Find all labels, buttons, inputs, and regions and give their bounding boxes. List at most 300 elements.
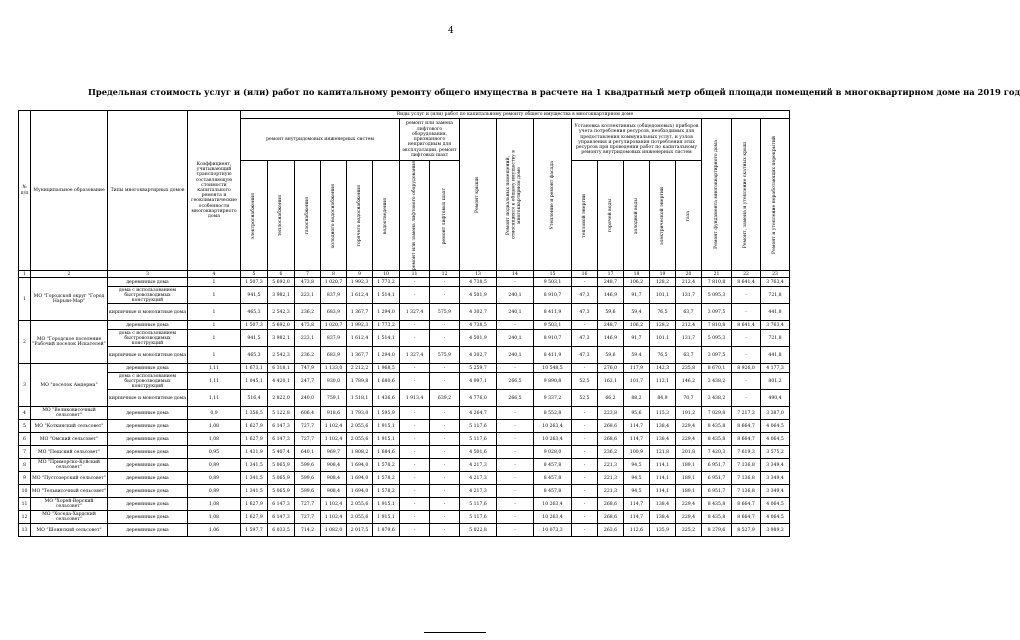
column-number: 13 bbox=[460, 271, 497, 278]
price-cell: - bbox=[400, 459, 430, 472]
price-cell: 189,1 bbox=[676, 459, 702, 472]
house-type: дома с использованием быстровозводимых конструкций bbox=[108, 330, 188, 347]
price-cell: - bbox=[430, 511, 460, 524]
price-cell: 1 612,4 bbox=[347, 330, 373, 347]
price-cell: - bbox=[400, 472, 430, 485]
price-cell: 1 356,5 bbox=[241, 407, 268, 420]
price-cell: 131,7 bbox=[676, 287, 702, 304]
price-cell: 4 217,3 bbox=[460, 459, 497, 472]
price-cell: 117,9 bbox=[624, 364, 650, 373]
price-cell: 4 997,1 bbox=[460, 373, 497, 390]
price-cell: 9 503,1 bbox=[534, 321, 572, 330]
column-number: 10 bbox=[373, 271, 400, 278]
price-cell: 0,89 bbox=[188, 459, 241, 472]
price-cell: - bbox=[400, 420, 430, 433]
price-cell: - bbox=[430, 485, 460, 498]
column-number: 23 bbox=[761, 271, 790, 278]
price-cell: 837,9 bbox=[321, 287, 347, 304]
price-cell: 908,4 bbox=[321, 459, 347, 472]
price-cell: - bbox=[572, 278, 598, 287]
price-cell: 5 117,6 bbox=[460, 433, 497, 446]
price-cell: 52,5 bbox=[572, 390, 598, 407]
municipality-name: МО "Тельвисочный сельсовет" bbox=[31, 485, 108, 498]
price-cell: - bbox=[572, 524, 598, 537]
column-number: 3 bbox=[108, 271, 188, 278]
price-cell: 747,9 bbox=[295, 364, 321, 373]
house-type: кирпичные и монолитные дома bbox=[108, 390, 188, 407]
price-cell: - bbox=[430, 433, 460, 446]
price-cell: 6 951,7 bbox=[702, 459, 732, 472]
price-cell: 473,8 bbox=[295, 321, 321, 330]
price-cell: 727,7 bbox=[295, 433, 321, 446]
header-house-types: Типы многоквартирных домов bbox=[108, 111, 188, 271]
price-cell: 3 763,4 bbox=[761, 278, 790, 287]
price-cell: 8 411,9 bbox=[534, 347, 572, 364]
price-cell: 1 578,2 bbox=[373, 485, 400, 498]
house-type: кирпичные и монолитные дома bbox=[108, 347, 188, 364]
house-type: деревянные дома bbox=[108, 420, 188, 433]
price-cell: - bbox=[497, 407, 534, 420]
price-cell: 7 217,3 bbox=[732, 407, 761, 420]
house-type: деревянные дома bbox=[108, 321, 188, 330]
price-cell: 114,1 bbox=[650, 459, 676, 472]
price-cell: 1 367,7 bbox=[347, 304, 373, 321]
price-cell: 575,9 bbox=[430, 347, 460, 364]
price-cell: 1,11 bbox=[188, 364, 241, 373]
municipality-name: МО "Шоинский сельсовет" bbox=[31, 524, 108, 537]
table-header bbox=[19, 111, 790, 278]
price-cell: 8 435,8 bbox=[702, 433, 732, 446]
price-cell: 1 578,2 bbox=[373, 459, 400, 472]
price-cell: 2 055,6 bbox=[347, 433, 373, 446]
row-number: 4 bbox=[19, 407, 31, 420]
price-cell: 138,4 bbox=[650, 498, 676, 511]
price-cell: 229,4 bbox=[676, 498, 702, 511]
price-cell: 5 692,0 bbox=[268, 321, 295, 330]
municipality-name: МО "Хорей-Верский сельсовет" bbox=[31, 498, 108, 511]
price-cell: - bbox=[572, 321, 598, 330]
price-cell: 114,7 bbox=[624, 498, 650, 511]
price-cell: 268,6 bbox=[598, 498, 624, 511]
house-type: деревянные дома bbox=[108, 364, 188, 373]
price-cell: 1 327,4 bbox=[400, 347, 430, 364]
table-row bbox=[19, 472, 790, 485]
price-cell: - bbox=[497, 524, 534, 537]
price-cell: 3 387,0 bbox=[761, 407, 790, 420]
price-cell: - bbox=[430, 524, 460, 537]
price-cell: 1,11 bbox=[188, 373, 241, 390]
price-cell: 47,3 bbox=[572, 330, 598, 347]
price-cell: 189,1 bbox=[676, 485, 702, 498]
house-type: деревянные дома bbox=[108, 407, 188, 420]
house-type: деревянные дома bbox=[108, 433, 188, 446]
price-cell: 240,0 bbox=[295, 390, 321, 407]
municipality-name: МО "Омский сельсовет" bbox=[31, 433, 108, 446]
house-type: деревянные дома bbox=[108, 485, 188, 498]
header-engineering-col: газоснабжения bbox=[295, 161, 321, 271]
header-lifts-col: ремонт или замена лифтового оборудования bbox=[400, 161, 430, 271]
price-cell: 1,08 bbox=[188, 420, 241, 433]
price-cell: 7 810,8 bbox=[702, 321, 732, 330]
price-cell: - bbox=[497, 433, 534, 446]
column-number: 22 bbox=[732, 271, 761, 278]
price-cell: 1 bbox=[188, 278, 241, 287]
price-cell: 7 420,3 bbox=[702, 446, 732, 459]
price-cell: 1 612,4 bbox=[347, 287, 373, 304]
price-cell: 1 102,4 bbox=[321, 433, 347, 446]
price-cell: 5 065,9 bbox=[268, 459, 295, 472]
price-cell: 47,3 bbox=[572, 347, 598, 364]
price-cell: 0,89 bbox=[188, 485, 241, 498]
price-cell: 918,6 bbox=[321, 407, 347, 420]
price-cell: - bbox=[400, 287, 430, 304]
price-cell: 575,9 bbox=[430, 304, 460, 321]
price-cell: 1,08 bbox=[188, 433, 241, 446]
price-cell: 1 102,4 bbox=[321, 498, 347, 511]
price-cell: 8 910,7 bbox=[534, 287, 572, 304]
price-cell: 0,95 bbox=[188, 446, 241, 459]
table-row bbox=[19, 364, 790, 373]
price-cell: 221,3 bbox=[598, 472, 624, 485]
price-cell: 4 177,3 bbox=[761, 364, 790, 373]
price-cell: 6 951,7 bbox=[702, 485, 732, 498]
price-cell: 4 776,0 bbox=[460, 390, 497, 407]
header-lifts-col: ремонт лифтовых шахт bbox=[430, 161, 460, 271]
price-cell: 223,1 bbox=[295, 287, 321, 304]
price-cell: 4 264,7 bbox=[460, 407, 497, 420]
header-group-meters: Установка коллективных (общедомовых) приборов учета потребления ресурсов, необходимых для предоставления коммунальных услуг, и узлов управления и регулирования потребления этих ресурсов при проведении работ по капитальному ремонту внутридомовых инженерных систем bbox=[572, 119, 702, 161]
price-cell: 4 064,5 bbox=[761, 433, 790, 446]
price-cell: 59,4 bbox=[624, 304, 650, 321]
price-cell: - bbox=[400, 364, 430, 373]
price-cell: - bbox=[430, 278, 460, 287]
price-table bbox=[18, 110, 790, 537]
footer-divider bbox=[424, 632, 486, 633]
price-cell: - bbox=[400, 524, 430, 537]
price-cell: 236,2 bbox=[295, 347, 321, 364]
price-table-wrapper bbox=[18, 110, 790, 537]
price-cell: 135,9 bbox=[650, 524, 676, 537]
price-cell: 1 045,1 bbox=[241, 373, 268, 390]
house-type: деревянные дома bbox=[108, 524, 188, 537]
price-cell: 1 578,2 bbox=[373, 472, 400, 485]
price-cell: 101,1 bbox=[650, 330, 676, 347]
column-number: 2 bbox=[31, 271, 108, 278]
price-cell: 112,6 bbox=[624, 524, 650, 537]
price-cell: 441,8 bbox=[761, 347, 790, 364]
price-cell: 599,6 bbox=[295, 472, 321, 485]
price-cell: 247,7 bbox=[295, 373, 321, 390]
price-cell: 1 694,0 bbox=[347, 485, 373, 498]
price-cell: 268,6 bbox=[598, 433, 624, 446]
header-meters-col: тепловой энергии bbox=[572, 161, 598, 271]
price-cell: - bbox=[430, 321, 460, 330]
price-cell: 248,7 bbox=[598, 321, 624, 330]
municipality-name: МО "Городское поселение "Рабочий поселок Искателей" bbox=[31, 321, 108, 364]
price-cell: 47,3 bbox=[572, 287, 598, 304]
price-cell: 640,1 bbox=[295, 446, 321, 459]
price-cell: 266,5 bbox=[497, 390, 534, 407]
price-cell: 8 552,8 bbox=[534, 407, 572, 420]
price-cell: 59,6 bbox=[598, 304, 624, 321]
header-meters-col: электрической энергии bbox=[650, 161, 676, 271]
price-cell: 138,4 bbox=[650, 420, 676, 433]
table-row bbox=[19, 278, 790, 287]
price-cell: 4 738,5 bbox=[460, 278, 497, 287]
price-cell: 10 263,4 bbox=[534, 511, 572, 524]
price-cell: 2 542,3 bbox=[268, 347, 295, 364]
price-cell: - bbox=[497, 472, 534, 485]
table-row bbox=[19, 347, 790, 364]
price-cell: - bbox=[732, 373, 761, 390]
price-cell: 240,1 bbox=[497, 287, 534, 304]
row-number: 12 bbox=[19, 511, 31, 524]
price-cell: 1,08 bbox=[188, 498, 241, 511]
header-municipality: Муниципальное образование bbox=[31, 111, 108, 271]
price-cell: 3 349,4 bbox=[761, 472, 790, 485]
price-cell: - bbox=[430, 472, 460, 485]
price-cell: - bbox=[430, 373, 460, 390]
price-cell: 10 263,4 bbox=[534, 420, 572, 433]
price-cell: 1 627,9 bbox=[241, 511, 268, 524]
price-cell: 1 808,2 bbox=[347, 446, 373, 459]
price-cell: 1 789,8 bbox=[347, 373, 373, 390]
house-type: деревянные дома bbox=[108, 278, 188, 287]
municipality-name: МО "поселок Амдерма" bbox=[31, 364, 108, 407]
price-cell: 95,6 bbox=[624, 407, 650, 420]
column-number: 15 bbox=[534, 271, 572, 278]
municipality-name: МО "Великовисочный сельсовет" bbox=[31, 407, 108, 420]
price-cell: 1,11 bbox=[188, 390, 241, 407]
price-cell: 5 095,3 bbox=[702, 330, 732, 347]
price-cell: 201,8 bbox=[676, 446, 702, 459]
column-number: 1 bbox=[19, 271, 31, 278]
price-cell: 1 915,1 bbox=[373, 420, 400, 433]
header-roof: Ремонт крыши bbox=[460, 119, 497, 271]
price-cell: 1 773,2 bbox=[373, 321, 400, 330]
price-cell: - bbox=[572, 498, 598, 511]
price-cell: - bbox=[400, 511, 430, 524]
header-flat-roof: Ремонт и утепление неработающих перекрытий bbox=[761, 119, 790, 271]
table-row bbox=[19, 390, 790, 407]
price-cell: 1 102,4 bbox=[321, 420, 347, 433]
price-cell: 1 341,5 bbox=[241, 472, 268, 485]
price-cell: 3 438,2 bbox=[702, 390, 732, 407]
price-cell: 1 102,4 bbox=[321, 511, 347, 524]
price-cell: 3 982,1 bbox=[268, 287, 295, 304]
house-type: деревянные дома bbox=[108, 472, 188, 485]
price-cell: 7 136,8 bbox=[732, 459, 761, 472]
house-type: дома с использованием быстровозводимых конструкций bbox=[108, 287, 188, 304]
price-cell: - bbox=[497, 420, 534, 433]
price-cell: - bbox=[400, 407, 430, 420]
price-cell: - bbox=[572, 446, 598, 459]
price-cell: 106,2 bbox=[624, 278, 650, 287]
price-cell: 7 619,3 bbox=[732, 446, 761, 459]
price-cell: - bbox=[732, 330, 761, 347]
header-facade: Утепление и ремонт фасада bbox=[534, 119, 572, 271]
price-cell: 465,3 bbox=[241, 304, 268, 321]
header-meters-col: газа bbox=[676, 161, 702, 271]
price-cell: - bbox=[430, 287, 460, 304]
price-cell: 212,4 bbox=[676, 278, 702, 287]
price-cell: 5 692,0 bbox=[268, 278, 295, 287]
column-number: 4 bbox=[188, 271, 241, 278]
price-cell: 5 065,9 bbox=[268, 485, 295, 498]
table-row bbox=[19, 485, 790, 498]
price-cell: 263,6 bbox=[598, 524, 624, 537]
price-cell: 1 627,9 bbox=[241, 433, 268, 446]
price-cell: 3 982,1 bbox=[268, 330, 295, 347]
price-cell: 10 263,4 bbox=[534, 498, 572, 511]
price-cell: 1 507,3 bbox=[241, 278, 268, 287]
price-cell: 639,2 bbox=[430, 390, 460, 407]
price-cell: 10 263,4 bbox=[534, 433, 572, 446]
price-cell: - bbox=[572, 407, 598, 420]
price-cell: 5 117,6 bbox=[460, 511, 497, 524]
price-cell: 3 097,5 bbox=[702, 347, 732, 364]
price-cell: 114,1 bbox=[650, 485, 676, 498]
price-cell: 223,1 bbox=[295, 330, 321, 347]
price-cell: 91,7 bbox=[624, 330, 650, 347]
price-cell: 8 279,6 bbox=[702, 524, 732, 537]
price-cell: 63,7 bbox=[676, 304, 702, 321]
price-cell: 4 064,5 bbox=[761, 498, 790, 511]
table-row bbox=[19, 420, 790, 433]
price-cell: 1 913,4 bbox=[400, 390, 430, 407]
price-cell: 1 992,3 bbox=[347, 278, 373, 287]
price-cell: 3 349,4 bbox=[761, 485, 790, 498]
price-cell: 268,6 bbox=[598, 420, 624, 433]
column-number: 16 bbox=[572, 271, 598, 278]
price-cell: 8 670,1 bbox=[702, 364, 732, 373]
price-cell: 6 147,3 bbox=[268, 511, 295, 524]
price-cell: - bbox=[732, 287, 761, 304]
price-cell: - bbox=[430, 407, 460, 420]
price-cell: - bbox=[572, 420, 598, 433]
price-cell: 8 527,9 bbox=[732, 524, 761, 537]
price-cell: 1 680,6 bbox=[373, 373, 400, 390]
price-cell: 4 501,9 bbox=[460, 330, 497, 347]
price-cell: 8 641,4 bbox=[732, 321, 761, 330]
price-cell: 727,7 bbox=[295, 498, 321, 511]
row-number: 9 bbox=[19, 472, 31, 485]
price-cell: 146,9 bbox=[598, 330, 624, 347]
table-row bbox=[19, 446, 790, 459]
price-cell: 599,6 bbox=[295, 459, 321, 472]
price-cell: 106,2 bbox=[624, 321, 650, 330]
price-cell: 3 989,2 bbox=[761, 524, 790, 537]
price-cell: 7 136,8 bbox=[732, 472, 761, 485]
price-cell: 969,7 bbox=[321, 446, 347, 459]
price-cell: 9 337,2 bbox=[534, 390, 572, 407]
column-number: 9 bbox=[347, 271, 373, 278]
table-row bbox=[19, 511, 790, 524]
price-cell: 908,4 bbox=[321, 485, 347, 498]
table-row bbox=[19, 321, 790, 330]
price-cell: - bbox=[497, 511, 534, 524]
price-cell: 0,89 bbox=[188, 472, 241, 485]
price-cell: 1 968,5 bbox=[373, 364, 400, 373]
price-cell: - bbox=[400, 278, 430, 287]
price-cell: 1 431,9 bbox=[241, 446, 268, 459]
header-engineering-col: теплоснабжения bbox=[268, 161, 295, 271]
price-cell: 3 097,5 bbox=[702, 304, 732, 321]
price-cell: - bbox=[430, 459, 460, 472]
price-cell: 223,8 bbox=[598, 407, 624, 420]
price-cell: 801,2 bbox=[761, 373, 790, 390]
price-cell: - bbox=[430, 364, 460, 373]
price-cell: 9 503,1 bbox=[534, 278, 572, 287]
price-cell: 66,2 bbox=[598, 390, 624, 407]
price-cell: 1 082,0 bbox=[321, 524, 347, 537]
municipality-name: МО "Приморско-Куйский сельсовет" bbox=[31, 459, 108, 472]
price-cell: 4 064,5 bbox=[761, 511, 790, 524]
price-cell: 94,5 bbox=[624, 485, 650, 498]
price-cell: 229,4 bbox=[676, 420, 702, 433]
price-cell: 1 514,1 bbox=[373, 287, 400, 304]
price-cell: - bbox=[572, 485, 598, 498]
price-cell: - bbox=[497, 459, 534, 472]
price-cell: 8 411,9 bbox=[534, 304, 572, 321]
price-cell: 5 022,8 bbox=[460, 524, 497, 537]
price-cell: 47,3 bbox=[572, 304, 598, 321]
price-cell: 100,9 bbox=[624, 446, 650, 459]
table-row bbox=[19, 287, 790, 304]
price-cell: 142,3 bbox=[650, 364, 676, 373]
price-cell: 1 627,9 bbox=[241, 420, 268, 433]
municipality-name: МО "Городской округ "Город Нарьян-Мар" bbox=[31, 278, 108, 321]
price-cell: 4 302,7 bbox=[460, 347, 497, 364]
price-cell: 1 518,1 bbox=[347, 390, 373, 407]
price-cell: 714,2 bbox=[295, 524, 321, 537]
price-cell: 1,08 bbox=[188, 511, 241, 524]
header-foundation: Ремонт фундамента многоквартирного дома bbox=[702, 119, 732, 271]
header-kinds-of-work: Виды услуг и (или) работ по капитальному ремонту общего имущества в многоквартирном доме bbox=[241, 111, 790, 119]
price-cell: 3 349,4 bbox=[761, 459, 790, 472]
price-cell: 4 302,7 bbox=[460, 304, 497, 321]
price-cell: 138,4 bbox=[650, 433, 676, 446]
price-cell: 516,4 bbox=[241, 390, 268, 407]
header-roof-replace: Ремонт, замена и утепление скатных крыш bbox=[732, 119, 761, 271]
price-cell: 52,5 bbox=[572, 373, 598, 390]
price-cell: 1 915,1 bbox=[373, 498, 400, 511]
row-number: 7 bbox=[19, 446, 31, 459]
price-cell: 101,7 bbox=[624, 373, 650, 390]
price-cell: 59,4 bbox=[624, 347, 650, 364]
row-number: 1 bbox=[19, 278, 31, 321]
price-cell: 2 822,0 bbox=[268, 390, 295, 407]
price-cell: 8 664,7 bbox=[732, 433, 761, 446]
price-cell: 941,5 bbox=[241, 330, 268, 347]
header-basement: Ремонт подвальных помещений, относящихся к общему имуществу в многоквартирном доме bbox=[497, 119, 534, 271]
price-cell: 1 020,7 bbox=[321, 321, 347, 330]
price-cell: 8 641,4 bbox=[732, 278, 761, 287]
price-cell: 5 407,4 bbox=[268, 446, 295, 459]
price-cell: 8 664,7 bbox=[732, 498, 761, 511]
price-cell: 2 212,2 bbox=[347, 364, 373, 373]
price-cell: 138,4 bbox=[650, 511, 676, 524]
table-row bbox=[19, 498, 790, 511]
price-cell: 8 457,8 bbox=[534, 472, 572, 485]
price-cell: 4 217,3 bbox=[460, 485, 497, 498]
price-cell: 8 664,7 bbox=[732, 420, 761, 433]
price-cell: 837,9 bbox=[321, 330, 347, 347]
price-cell: 6 033,5 bbox=[268, 524, 295, 537]
price-cell: 8 926,0 bbox=[732, 364, 761, 373]
price-cell: 4 420,1 bbox=[268, 373, 295, 390]
price-cell: 1 627,9 bbox=[241, 498, 268, 511]
